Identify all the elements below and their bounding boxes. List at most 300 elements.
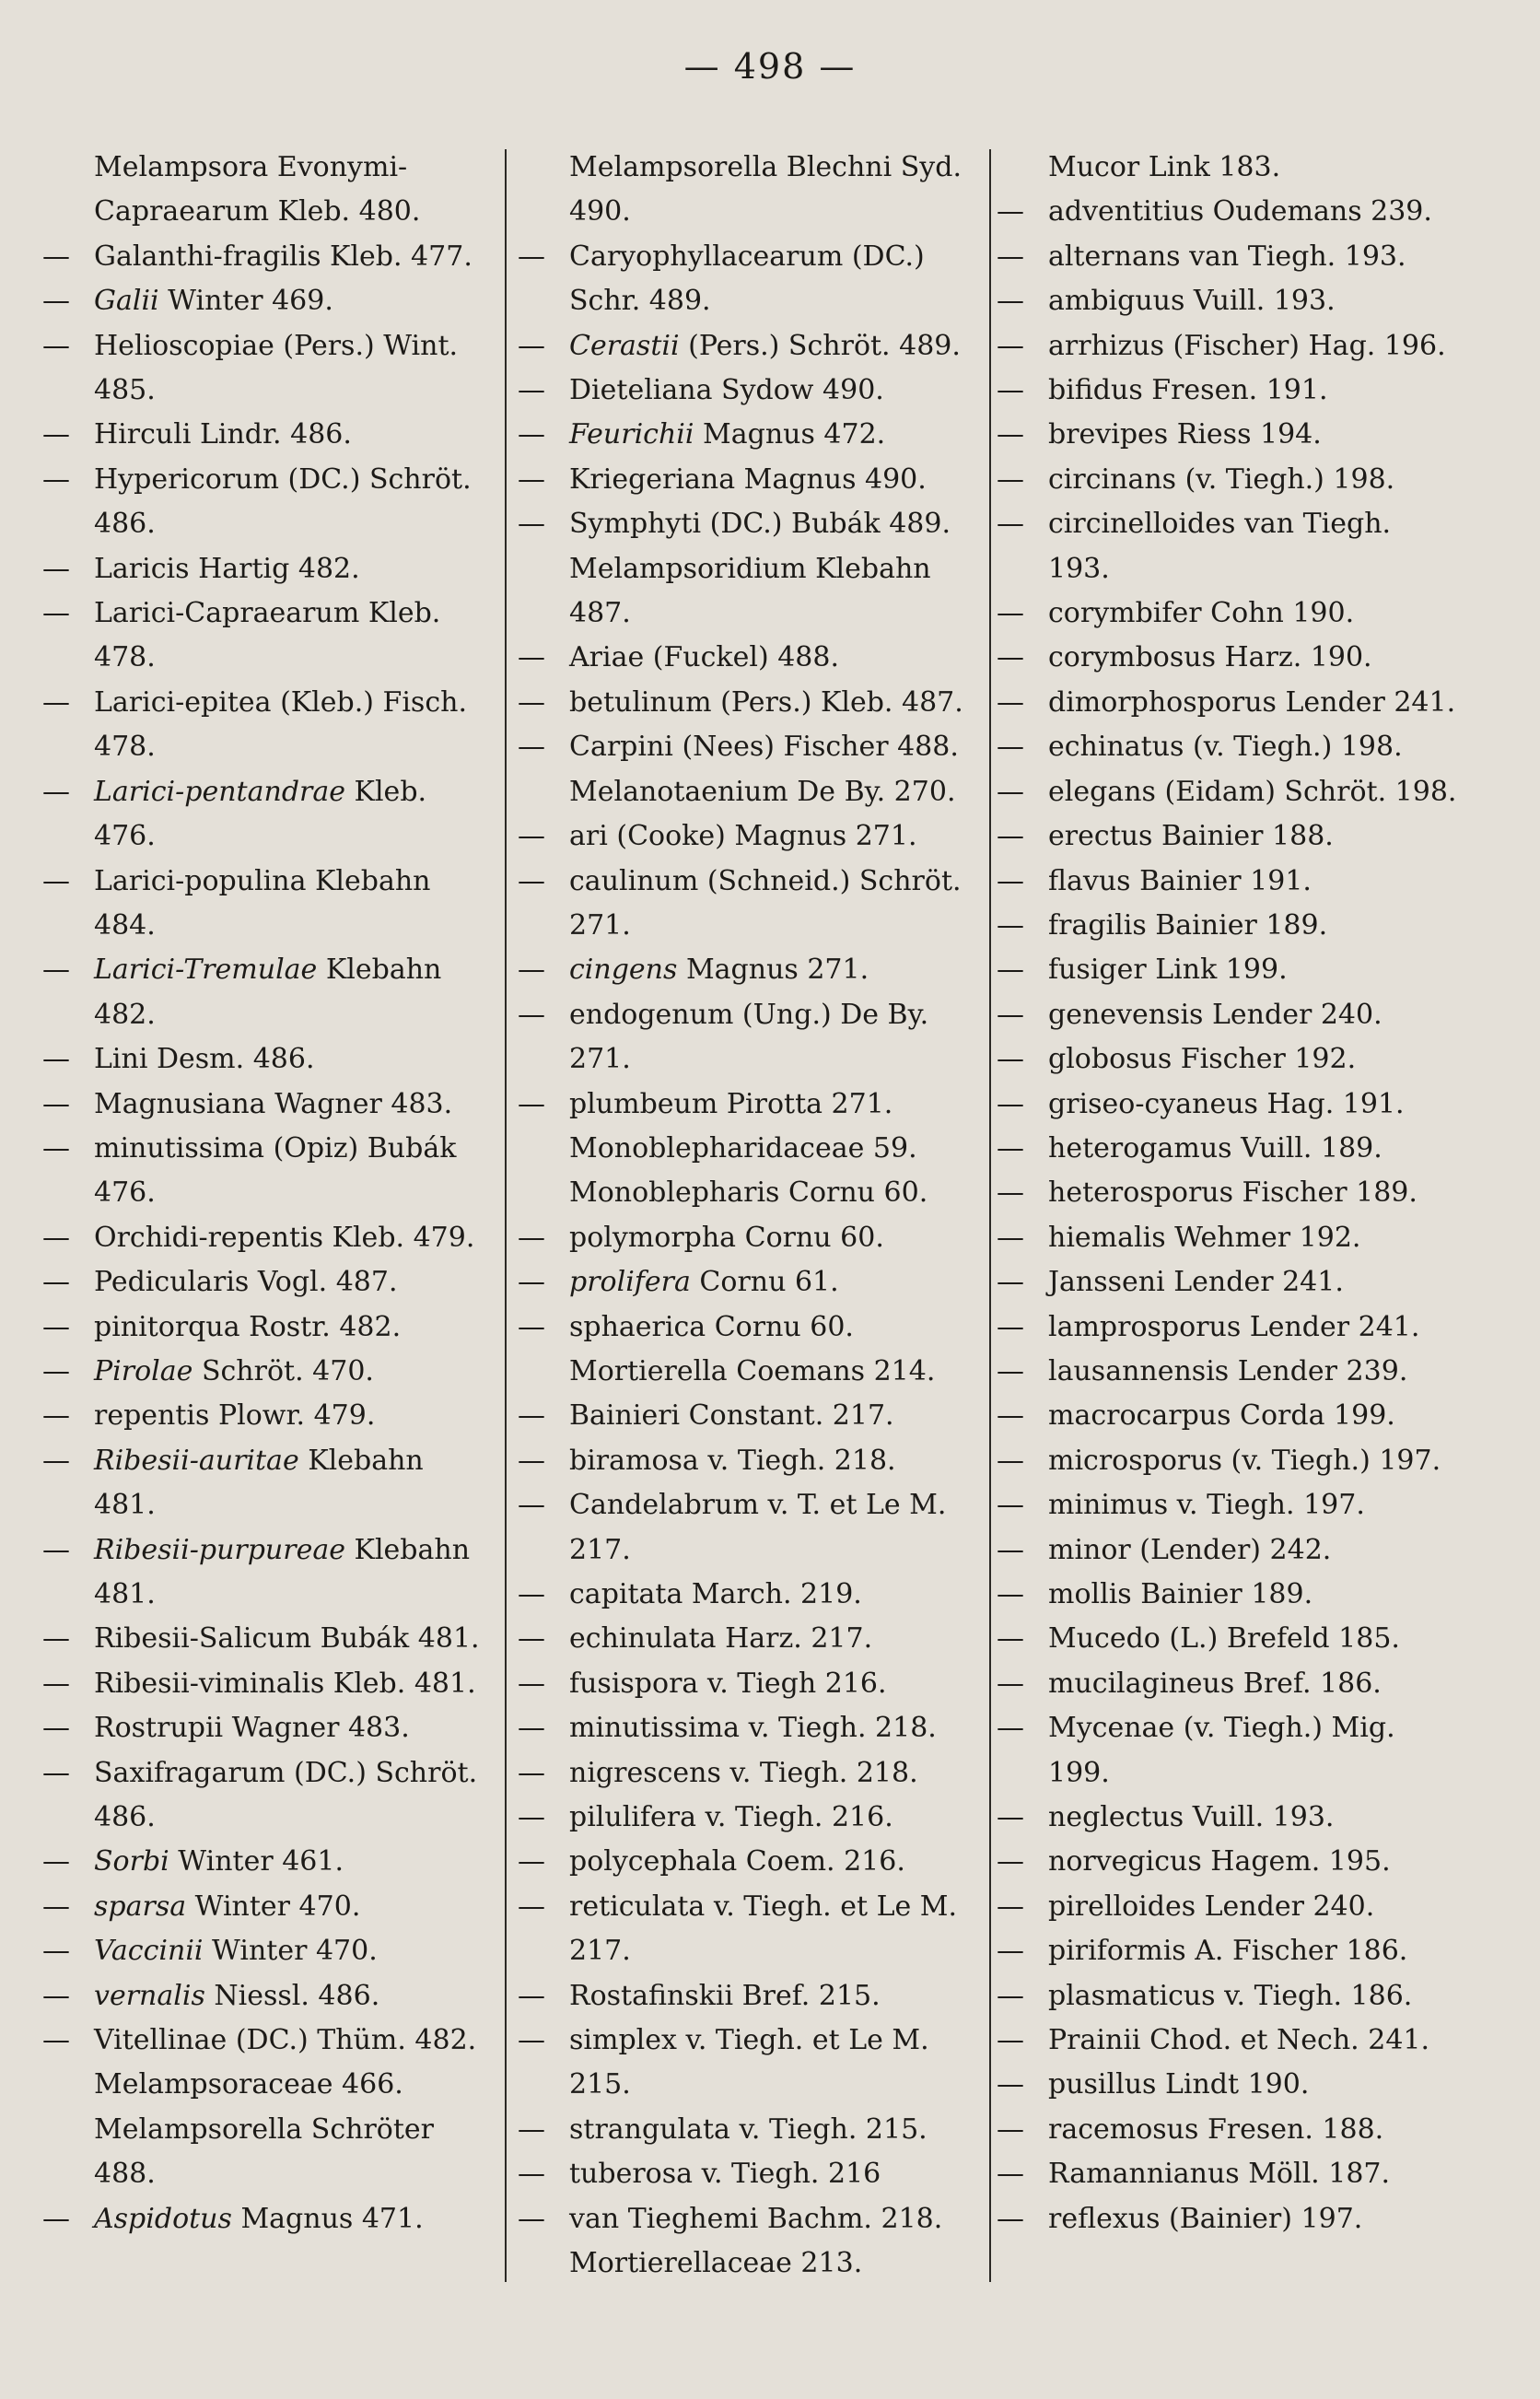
entry-name: arrhizus (1048, 329, 1165, 362)
entry-name: norvegicus (1048, 1845, 1202, 1878)
index-entry (997, 1796, 1457, 1840)
entry-name: lausannensis (1048, 1354, 1230, 1387)
index-column-2 (518, 146, 978, 2287)
entry-citation: Vogl. 487. (249, 1266, 398, 1299)
entry-citation: Winter 469. (158, 285, 333, 318)
entry-dash: — (997, 1176, 1024, 1210)
entry-dash: — (997, 597, 1024, 630)
entry-citation: Sydow 490. (712, 374, 884, 407)
entry-dash: — (997, 820, 1024, 853)
index-entry (42, 1751, 494, 1841)
entry-dash: — (997, 1622, 1024, 1656)
entry-citation: Möll. 187. (1239, 2158, 1391, 2191)
entry-citation: Bainier 191. (1130, 864, 1312, 897)
entry-dash: — (997, 998, 1024, 1031)
entry-dash: — (42, 462, 70, 496)
entry-dash: — (42, 1310, 70, 1343)
entry-citation: 213. (791, 2247, 863, 2280)
entry-dash: — (997, 1266, 1024, 1299)
entry-citation: (Ung.) De By. 271. (569, 998, 929, 1076)
entry-name: Bainieri (569, 1399, 681, 1433)
entry-name: Sorbi (94, 1845, 169, 1878)
index-entry (997, 1082, 1457, 1127)
entry-dash: — (518, 329, 545, 362)
entry-citation: (Schneid.) Schröt. 271. (569, 864, 962, 942)
entry-name: hiemalis (1048, 1221, 1166, 1254)
index-entry (997, 2197, 1457, 2241)
entry-name: Lini (94, 1043, 148, 1076)
entry-citation: (Eidam) Schröt. 198. (1155, 775, 1457, 808)
entry-dash: — (518, 1801, 545, 1834)
entry-name: genevensis (1048, 998, 1204, 1031)
entry-dash: — (997, 1533, 1024, 1566)
entry-citation: v. Tiegh. 218. (698, 1444, 896, 1477)
entry-name: Hirculi (94, 418, 192, 451)
entry-name: Ribesii-Salicum (94, 1622, 312, 1656)
entry-citation: Kleb. 481. (324, 1667, 476, 1700)
entry-citation: Syd. 490. (569, 151, 962, 228)
index-entry (997, 1171, 1457, 1215)
index-entry (518, 2019, 978, 2108)
index-entry (997, 993, 1457, 1037)
entry-name: strangulata (569, 2112, 730, 2146)
entry-citation: Kleb. 478. (94, 597, 441, 674)
entry-dash: — (997, 2068, 1024, 2101)
index-entry (518, 458, 978, 502)
entry-dash: — (997, 2202, 1024, 2235)
entry-citation: Fischer 189. (1233, 1176, 1418, 1210)
index-entry (518, 2241, 978, 2286)
index-entry (42, 1885, 494, 1929)
entry-name: reticulata (569, 1890, 706, 1923)
entry-citation: Magnus 471. (231, 2202, 424, 2235)
entry-dash: — (42, 329, 70, 362)
entry-citation: Vuill. 193. (1184, 285, 1336, 318)
entry-citation: Vuill. 189. (1231, 1131, 1382, 1164)
index-entry (518, 681, 978, 725)
entry-dash: — (518, 1712, 545, 1745)
entry-citation: (Bainier) 197. (1160, 2202, 1363, 2235)
entry-dash: — (42, 1845, 70, 1878)
entry-citation: Oudemans 239. (1204, 195, 1432, 228)
entry-citation: (DC.) Thüm. 482. (227, 2024, 477, 2057)
entry-dash: — (518, 2202, 545, 2235)
entry-citation: Lender 239. (1229, 1354, 1408, 1387)
index-entry (997, 1974, 1457, 2019)
entry-dash: — (518, 418, 545, 451)
entry-name: biramosa (569, 1444, 699, 1477)
index-entry (997, 681, 1457, 725)
entry-name: Ramannianus (1048, 2158, 1240, 2191)
index-entry (42, 279, 494, 323)
entry-citation: Chod. et Nech. 241. (1140, 2024, 1430, 2057)
entry-citation: (DC.) Schröt. 486. (94, 1756, 478, 1834)
entry-dash: — (42, 240, 70, 273)
index-entry (997, 413, 1457, 457)
entry-citation: Cornu 60. (706, 1310, 854, 1343)
entry-dash: — (518, 1622, 545, 1656)
entry-citation: Fischer 192. (1172, 1043, 1357, 1076)
entry-name: neglectus (1048, 1801, 1184, 1834)
entry-dash: — (42, 1221, 70, 1254)
entry-name: echinatus (1048, 731, 1184, 764)
entry-name: sphaerica (569, 1310, 706, 1343)
index-entry (42, 2108, 494, 2197)
index-entry (42, 2063, 494, 2107)
entry-dash: — (518, 1890, 545, 1923)
entry-name: Saxifragarum (94, 1756, 286, 1789)
entry-name: Jansseni (1048, 1266, 1165, 1299)
index-entry (42, 1974, 494, 2019)
entry-name: Aspidotus (94, 2202, 232, 2235)
entry-citation: 59. (864, 1131, 917, 1164)
index-entry (997, 860, 1457, 904)
entry-dash: — (42, 2024, 70, 2057)
index-entry (42, 1037, 494, 1082)
index-entry (997, 591, 1457, 636)
entry-name: heterogamus (1048, 1131, 1232, 1164)
entry-name: repentis (94, 1399, 210, 1433)
entry-dash: — (518, 1266, 545, 1299)
entry-citation: Bainier 188. (1152, 820, 1334, 853)
index-entry (518, 547, 978, 637)
entry-dash: — (997, 508, 1024, 541)
entry-citation: (DC.) Schröt. 486. (94, 462, 472, 541)
index-entry (42, 1706, 494, 1750)
entry-dash: — (518, 1667, 545, 1700)
index-entry (518, 1171, 978, 1215)
entry-name: vernalis (94, 1979, 205, 2012)
entry-name: minutissima (94, 1131, 265, 1164)
entry-name: Magnusiana (94, 1087, 266, 1120)
entry-dash: — (997, 462, 1024, 496)
index-entry (997, 770, 1457, 814)
entry-name: Helioscopiae (94, 329, 274, 362)
entry-name: Monoblepharidaceae (569, 1131, 865, 1164)
entry-citation: Fresen. 188. (1198, 2112, 1384, 2146)
entry-dash: — (42, 685, 70, 719)
entry-citation: v. Tiegh. 197. (1168, 1489, 1365, 1522)
entry-name: griseo-cyaneus (1048, 1087, 1258, 1120)
entry-dash: — (997, 2158, 1024, 2191)
entry-citation: Rostr. 482. (239, 1310, 402, 1343)
entry-citation: Winter 470. (186, 1890, 361, 1923)
index-entry (42, 146, 494, 235)
entry-name: minutissima (569, 1712, 741, 1745)
entry-dash: — (997, 2112, 1024, 2146)
index-entry (42, 1394, 494, 1438)
entry-citation: (v. Tiegh.) 197. (1221, 1444, 1441, 1477)
entry-name: globosus (1048, 1043, 1172, 1076)
index-entry (997, 1617, 1457, 1661)
entry-dash: — (518, 1979, 545, 2012)
entry-name: Mortierella (569, 1354, 728, 1387)
entry-dash: — (997, 1399, 1024, 1433)
index-entry (518, 1483, 978, 1573)
index-column-1 (42, 146, 494, 2241)
index-entry (518, 1796, 978, 1840)
entry-citation: (Cooke) Magnus 271. (607, 820, 917, 853)
index-entry (997, 2019, 1457, 2063)
entry-name: elegans (1048, 775, 1156, 808)
entry-citation: Wagner 483. (265, 1087, 453, 1120)
entry-citation: March. 219. (682, 1578, 862, 1610)
index-entry (518, 1082, 978, 1127)
entry-name: heterosporus (1048, 1176, 1234, 1210)
entry-citation: Lindt 190. (1156, 2068, 1310, 2101)
index-entry (42, 948, 494, 1037)
index-entry (42, 1617, 494, 1661)
entry-citation: Wehmer 192. (1165, 1221, 1361, 1254)
entry-name: Galanthi-fragilis (94, 240, 321, 273)
entry-citation: (Fuckel) 488. (644, 641, 839, 674)
index-entry (997, 1394, 1457, 1438)
entry-citation: Bainier 189. (1131, 1578, 1313, 1610)
entry-dash: — (42, 1131, 70, 1164)
index-entry (997, 1662, 1457, 1706)
entry-name: Pirolae (94, 1354, 193, 1387)
page-number: — 498 — (683, 46, 857, 87)
entry-citation: Bainier 189. (1146, 908, 1328, 942)
entry-dash: — (997, 685, 1024, 719)
entry-dash: — (518, 1756, 545, 1789)
entry-name: Mucedo (1048, 1622, 1161, 1656)
entry-dash: — (518, 998, 545, 1031)
entry-name: polymorpha (569, 1221, 737, 1254)
index-entry (997, 279, 1457, 323)
entry-dash: — (42, 597, 70, 630)
entry-name: endogenum (569, 998, 734, 1031)
entry-name: Melanotaenium (569, 775, 788, 808)
entry-name: circinelloides (1048, 508, 1236, 541)
index-entry (42, 860, 494, 949)
index-entry (518, 324, 978, 369)
entry-name: cingens (569, 954, 678, 987)
index-entry (997, 1216, 1457, 1260)
entry-dash: — (997, 775, 1024, 808)
entry-dash: — (518, 641, 545, 674)
entry-citation: Klebahn 484. (94, 864, 431, 942)
entry-name: flavus (1048, 864, 1131, 897)
index-entry (42, 770, 494, 860)
entry-citation: Cornu 60. (779, 1176, 928, 1210)
entry-citation: Link 183. (1139, 151, 1281, 183)
entry-name: Laricis (94, 552, 190, 585)
entry-citation: Coem. 216. (737, 1845, 905, 1878)
entry-citation: Schröt. 470. (192, 1354, 374, 1387)
index-entry (997, 636, 1457, 680)
index-entry (997, 2152, 1457, 2196)
entry-dash: — (42, 1354, 70, 1387)
entry-name: ari (569, 820, 608, 853)
entry-citation: v. Tiegh. et Le M. 217. (569, 1890, 958, 1968)
index-entry (518, 1885, 978, 1974)
entry-citation: Harz. 217. (716, 1622, 873, 1656)
entry-name: Rostrupii (94, 1712, 224, 1745)
entry-name: Larici-Tremulae (94, 954, 318, 987)
index-entry (518, 1394, 978, 1438)
entry-citation: Bachm. 218. (758, 2202, 943, 2235)
index-entry (518, 1305, 978, 1350)
entry-dash: — (997, 374, 1024, 407)
entry-dash: — (997, 954, 1024, 987)
entry-name: Ribesii-purpureae (94, 1533, 345, 1566)
entry-dash: — (997, 1845, 1024, 1878)
entry-name: Vaccinii (94, 1935, 204, 1968)
entry-citation: v. T. et Le M. 217. (569, 1489, 947, 1566)
entry-citation: Wagner 483. (223, 1712, 410, 1745)
entry-citation: Fresen. 191. (1142, 374, 1328, 407)
index-entry (997, 814, 1457, 859)
entry-citation: Kleb. 477. (321, 240, 472, 273)
entry-name: plumbeum (569, 1087, 718, 1120)
entry-dash: — (518, 1087, 545, 1120)
entry-citation: van Tiegh. 193. (1048, 508, 1392, 585)
entry-dash: — (518, 1578, 545, 1610)
entry-name: corymbifer (1048, 597, 1202, 630)
entry-citation: (Fischer) Hag. 196. (1164, 329, 1446, 362)
index-entry (42, 1840, 494, 1884)
index-entry (997, 1528, 1457, 1573)
entry-citation: v. Tiegh. 216 (693, 2158, 881, 2191)
index-entry (518, 2108, 978, 2152)
entry-name: Vitellinae (94, 2024, 228, 2057)
entry-name: Prainii (1048, 2024, 1141, 2057)
entry-name: capitata (569, 1578, 683, 1610)
entry-name: Rostafinskii (569, 1979, 734, 2012)
entry-dash: — (42, 1087, 70, 1120)
index-entry (42, 1929, 494, 1973)
entry-name: Carpini (569, 731, 673, 764)
entry-citation: Lender 241. (1241, 1310, 1420, 1343)
index-entry (997, 1127, 1457, 1171)
entry-name: Melampsoraceae (94, 2068, 333, 2101)
entry-citation: Desm. 486. (147, 1043, 315, 1076)
entry-name: polycephala (569, 1845, 738, 1878)
index-entry (997, 948, 1457, 992)
entry-dash: — (997, 285, 1024, 318)
entry-citation: Corda 199. (1231, 1399, 1395, 1433)
entry-citation: (v. Tiegh.) 198. (1184, 731, 1403, 764)
entry-name: Candelabrum (569, 1489, 759, 1522)
entry-citation: v. Tiegh 216. (698, 1667, 887, 1700)
entry-dash: — (518, 2158, 545, 2191)
index-entry (997, 190, 1457, 234)
entry-name: fragilis (1048, 908, 1147, 942)
index-entry (518, 993, 978, 1082)
entry-dash: — (42, 864, 70, 897)
index-entry (518, 1974, 978, 2019)
index-entry (518, 814, 978, 859)
entry-citation: v. Tiegh. et Le M. 215. (569, 2024, 929, 2101)
index-entry (997, 146, 1457, 190)
entry-citation: Plowr. 479. (209, 1399, 376, 1433)
index-entry (997, 502, 1457, 591)
entry-name: Monoblepharis (569, 1176, 780, 1210)
entry-citation: Bubák 481. (311, 1622, 480, 1656)
entry-dash: — (518, 1221, 545, 1254)
entry-citation: (Pers.) Kleb. 487. (711, 685, 963, 719)
entry-citation: Kleb. 479. (323, 1221, 475, 1254)
index-entry (518, 1439, 978, 1483)
entry-dash: — (518, 240, 545, 273)
entry-citation: Vuill. 193. (1184, 1801, 1335, 1834)
entry-name: mollis (1048, 1578, 1132, 1610)
entry-name: caulinum (569, 864, 699, 897)
entry-dash: — (518, 820, 545, 853)
entry-citation: Cohn 190. (1201, 597, 1355, 630)
entry-dash: — (518, 1845, 545, 1878)
entry-name: minimus (1048, 1489, 1169, 1522)
entry-dash: — (518, 1489, 545, 1522)
entry-citation: 466. (332, 2068, 403, 2101)
entry-dash: — (42, 1043, 70, 1076)
entry-dash: — (997, 1667, 1024, 1700)
entry-citation: (v. Tiegh.) 198. (1176, 462, 1395, 496)
entry-dash: — (518, 731, 545, 764)
entry-citation: Klebahn 481. (94, 1444, 424, 1522)
entry-name: ambiguus (1048, 285, 1185, 318)
entry-dash: — (42, 1979, 70, 2012)
entry-citation: Magnus 472. (694, 418, 886, 451)
entry-dash: — (42, 954, 70, 987)
entry-citation: (Pers.) Wint. 485. (94, 329, 459, 407)
entry-citation: v. Tiegh. 186. (1215, 1979, 1413, 2012)
entry-dash: — (997, 864, 1024, 897)
entry-dash: — (42, 1622, 70, 1656)
entry-dash: — (997, 641, 1024, 674)
entry-name: Pedicularis (94, 1266, 250, 1299)
entry-name: pusillus (1048, 2068, 1157, 2101)
entry-name: Caryophyllacearum (569, 240, 844, 273)
entry-dash: — (997, 1979, 1024, 2012)
entry-dash: — (42, 1712, 70, 1745)
index-entry (42, 1350, 494, 1394)
index-entry (518, 2152, 978, 2196)
entry-citation: De By. 270. (788, 775, 956, 808)
entry-citation: Pirotta 271. (718, 1087, 893, 1120)
entry-dash: — (997, 1354, 1024, 1387)
index-entry (42, 458, 494, 547)
entry-name: Cerastii (569, 329, 680, 362)
index-entry (518, 1706, 978, 1750)
entry-dash: — (518, 864, 545, 897)
entry-name: reflexus (1048, 2202, 1161, 2235)
entry-name: fusiger (1048, 954, 1147, 987)
index-entry (997, 1840, 1457, 1884)
index-entry (997, 1929, 1457, 1973)
index-entry (518, 1662, 978, 1706)
entry-citation: Kleb. 476. (94, 775, 427, 853)
index-entry (997, 1483, 1457, 1527)
entry-name: Hypericorum (94, 462, 279, 496)
entry-citation: v. Tiegh. 218. (740, 1712, 937, 1745)
index-entry (518, 1840, 978, 1884)
entry-citation: Cornu 60. (736, 1221, 884, 1254)
entry-dash: — (42, 1935, 70, 1968)
entry-citation: Kleb. 480. (269, 195, 421, 228)
entry-citation: Hartig 482. (189, 552, 360, 585)
index-entry (42, 2019, 494, 2063)
entry-dash: — (997, 1043, 1024, 1076)
entry-citation: Winter 470. (203, 1935, 378, 1968)
index-entry (42, 1305, 494, 1350)
entry-dash: — (997, 1489, 1024, 1522)
entry-name: piriformis (1048, 1935, 1186, 1968)
entry-citation: Magnus 271. (677, 954, 869, 987)
entry-citation: Lender 240. (1203, 998, 1382, 1031)
entry-name: tuberosa (569, 2158, 694, 2191)
